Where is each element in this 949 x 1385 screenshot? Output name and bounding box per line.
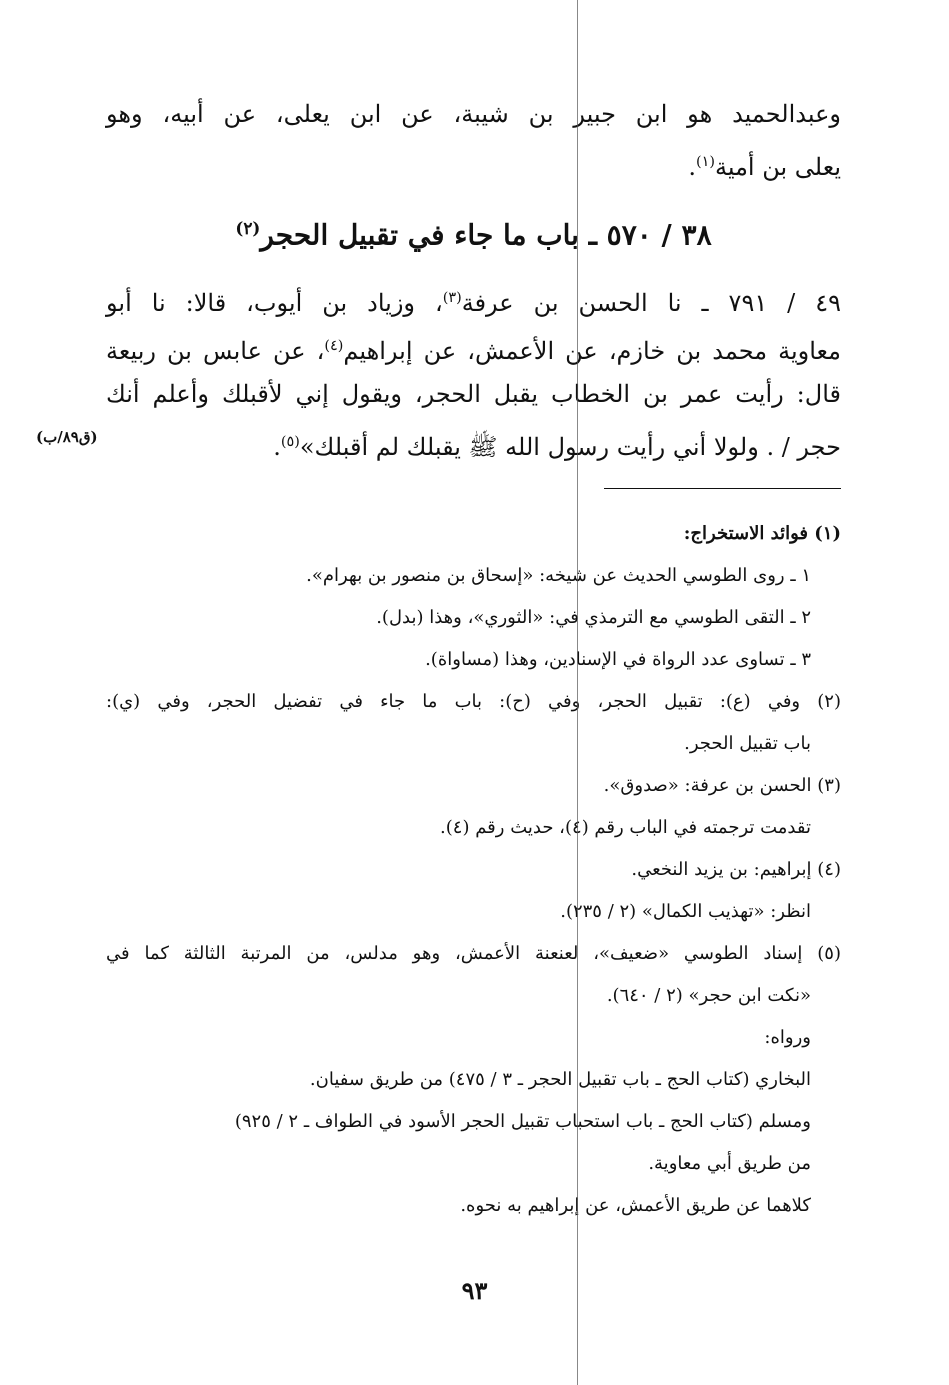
intro-line-2: [106, 138, 841, 186]
hadith-line-4: [106, 418, 841, 466]
hadith-line-1: [106, 274, 841, 322]
footnote-5-line-3: ورواه:: [764, 1027, 811, 1048]
hadith-line-1-a: ٤٩ / ٧٩١ ـ نا الحسن بن عرفة: [461, 289, 842, 317]
footnote-5-line-4: البخاري (كتاب الحج ـ باب تقبيل الحجر ـ ٣ / ٤٧٥) من طريق سفيان.: [309, 1069, 811, 1090]
hadith-line-4-a: حجر / . ولولا أني رأيت رسول الله ﷺ يقبلك لم أقبلك»: [299, 433, 841, 461]
footnote-ref-3[interactable]: (٣): [442, 290, 462, 306]
footnote-1-title: (١) فوائد الاستخراج:: [683, 523, 841, 544]
footnote-1-line-1: ١ ـ روى الطوسي الحديث عن شيخه: «إسحاق بن منصور بن بهرام».: [306, 565, 811, 586]
footnote-1-line-2: ٢ ـ التقى الطوسي مع الترمذي في: «الثوري»، وهذا (بدل).: [376, 607, 811, 628]
hadith-line-4-b: .: [273, 433, 281, 461]
footnote-5-line-7: كلاهما عن طريق الأعمش، عن إبراهيم به نحوه.: [460, 1195, 811, 1216]
hadith-line-2-b: ، عن عابس بن ربيعة: [106, 337, 325, 365]
footnote-5-line-1: [106, 934, 841, 974]
page-number: ٩٣: [461, 1276, 488, 1305]
footnote-5-line-2: «نكت ابن حجر» (٢ / ٦٤٠).: [606, 985, 811, 1006]
footnote-5-line-5: ومسلم (كتاب الحج ـ باب استحباب تقبيل الحجر الأسود في الطواف ـ ٢ / ٩٢٥): [234, 1111, 811, 1132]
footnote-3-line-1: (٣) الحسن بن عرفة: «صدوق».: [603, 775, 841, 796]
hadith-line-3: [106, 370, 841, 418]
hadith-line-3-text: قال: رأيت عمر بن الخطاب يقبل الحجر، ويقول إني لأقبلك وأعلم أنك: [106, 380, 841, 408]
footnote-separator: [604, 488, 841, 489]
footnote-5-line-6: من طريق أبي معاوية.: [648, 1153, 811, 1174]
hadith-line-2-a: معاوية محمد بن خازم، عن الأعمش، عن إبراهيم: [343, 337, 841, 365]
intro-line-2-text: يعلى بن أمية: [714, 153, 841, 181]
footnote-2-line-1: [106, 682, 841, 722]
footnote-ref-5[interactable]: (٥): [280, 434, 300, 450]
scan-fold-line: [577, 0, 578, 1385]
footnote-2-line-1-text: (٢) وفي (ع): تقبيل الحجر، وفي (ح): باب ما جاء في تفضيل الحجر، وفي (ي):: [106, 691, 841, 712]
footnote-ref-4[interactable]: (٤): [324, 338, 344, 354]
chapter-heading-text: ٣٨ / ٥٧٠ ـ باب ما جاء في تقبيل الحجر: [260, 218, 712, 252]
footnote-ref-2[interactable]: (٢): [235, 218, 261, 238]
intro-line-1-text: وعبدالحميد هو ابن جبير بن شيبة، عن ابن يعلى، عن أبيه، وهو: [106, 100, 842, 128]
intro-line-1: [106, 90, 841, 138]
chapter-heading: [106, 204, 841, 259]
intro-line-2-end: .: [688, 153, 696, 181]
footnote-ref-1[interactable]: (١): [695, 154, 715, 170]
footnote-4-line-1: (٤) إبراهيم: بن يزيد النخعي.: [631, 859, 841, 880]
hadith-line-1-b: ، وزياد بن أيوب، قالا: نا أبو: [106, 289, 443, 317]
footnote-1-line-3: ٣ ـ تساوى عدد الرواة في الإسنادين، وهذا (مساواة).: [425, 649, 811, 670]
footnote-4-line-2: انظر: «تهذيب الكمال» (٢ / ٢٣٥).: [560, 901, 811, 922]
footnote-2-line-2: باب تقبيل الحجر.: [684, 733, 811, 754]
footnote-5-line-1-text: (٥) إسناد الطوسي «ضعيف»، لعنعنة الأعمش، وهو مدلس، من المرتبة الثالثة كما في: [106, 943, 841, 964]
manuscript-folio-marker: (ق٨٩/ب): [36, 428, 98, 446]
footnote-3-line-2: تقدمت ترجمته في الباب رقم (٤)، حديث رقم (٤).: [440, 817, 811, 838]
hadith-line-2: [106, 322, 841, 370]
